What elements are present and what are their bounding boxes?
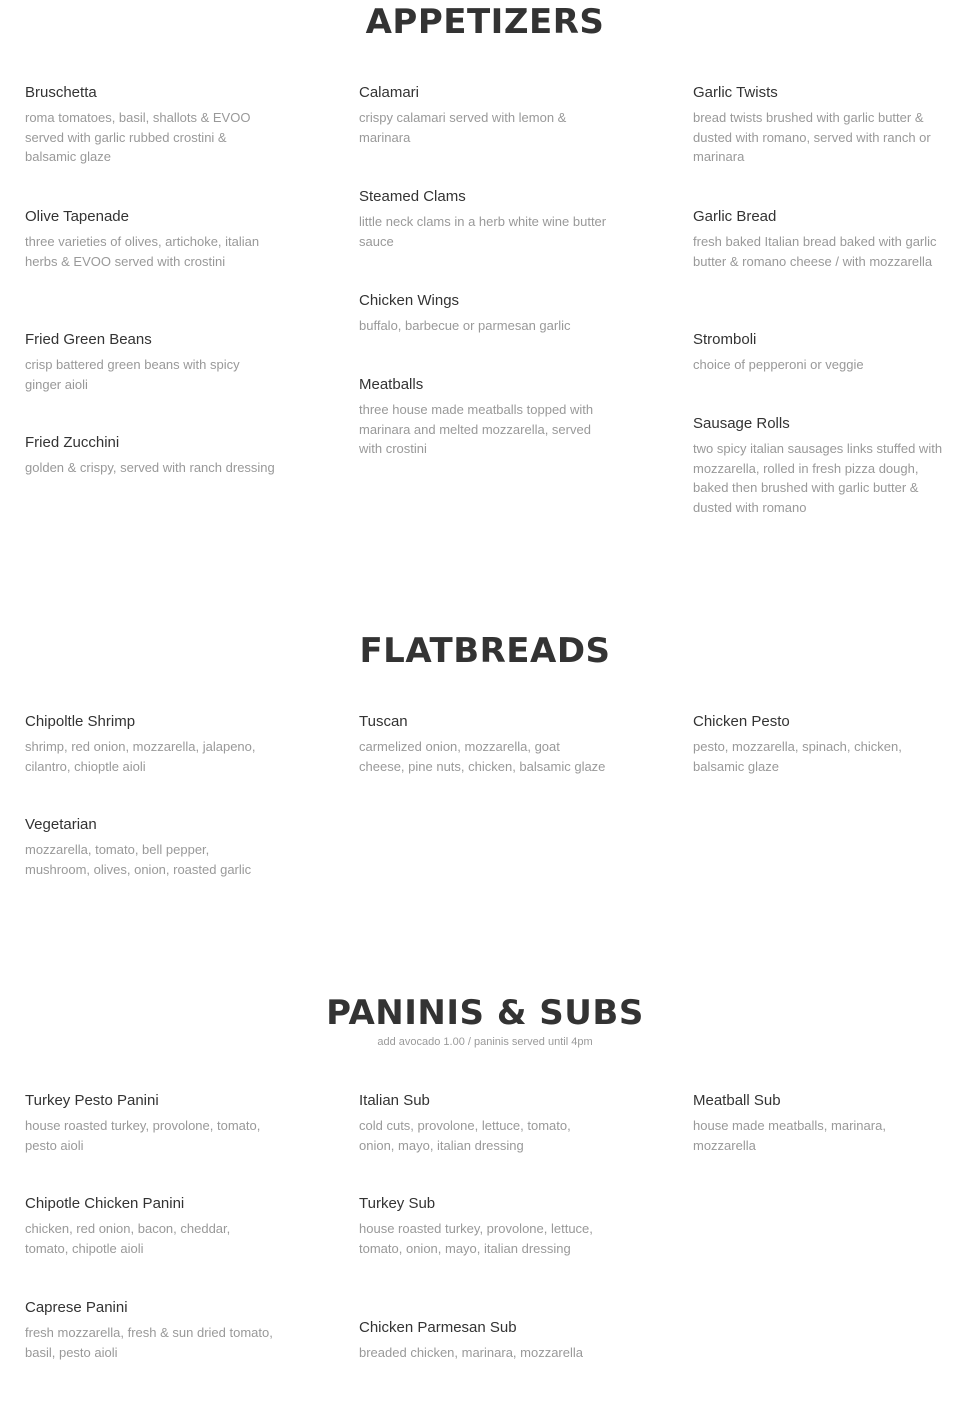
menu-item xyxy=(359,375,609,459)
item-description: house roasted turkey, provolone, lettuce, tomato, onion, mayo, italian dressing xyxy=(359,1221,593,1256)
menu-item xyxy=(359,291,609,336)
menu-item xyxy=(693,1091,943,1155)
menu-item xyxy=(359,187,609,251)
item-name: Fried Zucchini xyxy=(25,434,120,451)
menu-item xyxy=(25,207,275,271)
section-title-appetizers: APPETIZERS xyxy=(365,2,605,42)
item-name: Chicken Pesto xyxy=(693,713,790,730)
item-description: little neck clams in a herb white wine butter sauce xyxy=(359,214,607,249)
item-name: Sausage Rolls xyxy=(693,415,790,432)
item-description: house made meatballs, marinara, mozzarella xyxy=(693,1118,886,1153)
menu-item xyxy=(359,1091,609,1155)
item-description: chicken, red onion, bacon, cheddar, tomato, chipotle aioli xyxy=(25,1221,231,1256)
section-title-paninis-subs: PANINIS & SUBS xyxy=(326,993,644,1033)
menu-item xyxy=(25,330,275,394)
item-description: house roasted turkey, provolone, tomato, pesto aioli xyxy=(25,1118,261,1153)
menu-item xyxy=(693,712,943,776)
item-name: Chipoltle Shrimp xyxy=(25,713,136,730)
item-description: carmelized onion, mozzarella, goat cheese, pine nuts, chicken, balsamic glaze xyxy=(359,739,606,774)
item-description: three varieties of olives, artichoke, italian herbs & EVOO served with crostini xyxy=(25,234,260,269)
item-name: Caprese Panini xyxy=(25,1299,128,1316)
menu-item xyxy=(359,83,609,147)
item-description: shrimp, red onion, mozzarella, jalapeno, cilantro, chioptle aioli xyxy=(25,739,256,774)
item-description: mozzarella, tomato, bell pepper, mushroom, olives, onion, roasted garlic xyxy=(25,842,252,877)
item-description: buffalo, barbecue or parmesan garlic xyxy=(359,318,571,333)
item-name: Garlic Twists xyxy=(693,84,778,101)
item-name: Chipotle Chicken Panini xyxy=(25,1195,185,1212)
menu-item xyxy=(25,433,275,478)
section-note: add avocado 1.00 / paninis served until 4pm xyxy=(377,1036,593,1048)
item-description: three house made meatballs topped with marinara and melted mozzarella, served with crostini xyxy=(359,402,594,457)
item-name: Meatballs xyxy=(359,376,424,393)
item-name: Turkey Pesto Panini xyxy=(25,1092,159,1109)
menu-item xyxy=(25,1091,275,1155)
menu-item xyxy=(693,207,943,271)
item-description: choice of pepperoni or veggie xyxy=(693,357,864,372)
item-name: Tuscan xyxy=(359,713,408,730)
item-name: Chicken Wings xyxy=(359,292,460,309)
menu-item xyxy=(359,1194,609,1258)
menu-item xyxy=(693,83,943,167)
item-description: two spicy italian sausages links stuffed with mozzarella, rolled in fresh pizza dough, baked then brushed with garlic butter & dusted with romano xyxy=(693,441,943,515)
item-name: Fried Green Beans xyxy=(25,331,152,348)
menu-item xyxy=(25,815,275,879)
item-name: Meatball Sub xyxy=(693,1092,781,1109)
item-name: Steamed Clams xyxy=(359,188,466,205)
menu-item xyxy=(25,1298,275,1362)
menu-item xyxy=(693,330,943,375)
item-name: Chicken Parmesan Sub xyxy=(359,1319,517,1336)
item-name: Garlic Bread xyxy=(693,208,777,225)
item-description: pesto, mozzarella, spinach, chicken, balsamic glaze xyxy=(693,739,902,774)
menu-item xyxy=(25,1194,275,1258)
item-name: Italian Sub xyxy=(359,1092,430,1109)
item-description: crisp battered green beans with spicy ginger aioli xyxy=(25,357,240,392)
section-title-flatbreads: FLATBREADS xyxy=(359,631,611,671)
menu-item xyxy=(25,712,275,776)
item-name: Calamari xyxy=(359,84,420,101)
item-description: fresh mozzarella, fresh & sun dried tomato, basil, pesto aioli xyxy=(25,1325,273,1360)
item-description: golden & crispy, served with ranch dressing xyxy=(25,460,275,475)
item-description: cold cuts, provolone, lettuce, tomato, onion, mayo, italian dressing xyxy=(359,1118,571,1153)
item-description: roma tomatoes, basil, shallots & EVOO served with garlic rubbed crostini & balsamic glaze xyxy=(25,110,251,165)
item-description: breaded chicken, marinara, mozzarella xyxy=(359,1345,583,1360)
item-name: Bruschetta xyxy=(25,84,97,101)
menu-item xyxy=(359,1318,609,1363)
item-name: Turkey Sub xyxy=(359,1195,436,1212)
item-name: Vegetarian xyxy=(25,816,97,833)
menu-item xyxy=(359,712,609,776)
item-name: Stromboli xyxy=(693,331,757,348)
item-description: fresh baked Italian bread baked with garlic butter & romano cheese / with mozzarella xyxy=(693,234,937,269)
item-name: Olive Tapenade xyxy=(25,208,129,225)
item-description: crispy calamari served with lemon & marinara xyxy=(359,110,567,145)
menu-item xyxy=(693,414,943,517)
menu-item xyxy=(25,83,275,167)
item-description: bread twists brushed with garlic butter & dusted with romano, served with ranch or marinara xyxy=(693,110,931,165)
